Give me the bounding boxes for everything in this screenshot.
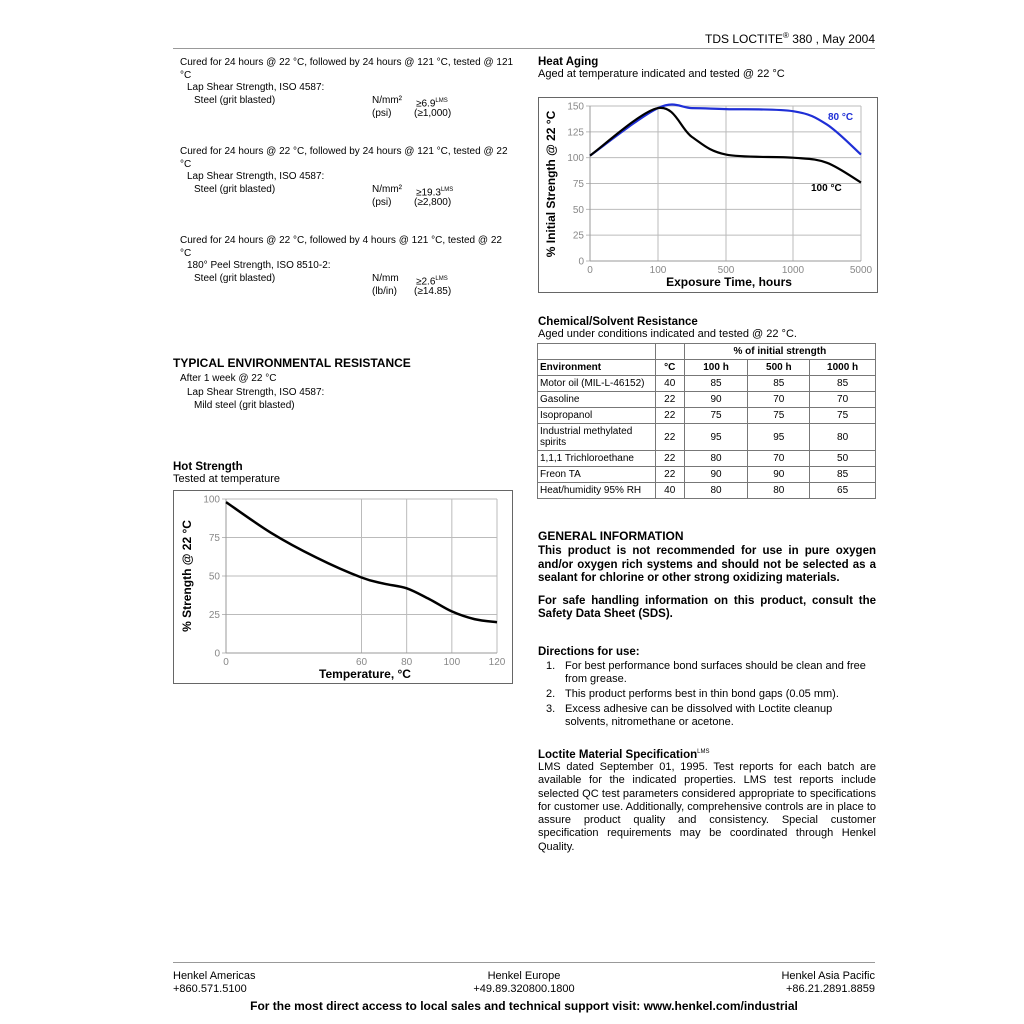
substrate: Steel (grit blasted) xyxy=(194,94,276,106)
env-line-1: After 1 week @ 22 °C xyxy=(180,373,277,384)
table-row xyxy=(538,483,876,499)
x-tick-label: 60 xyxy=(355,657,368,668)
value-cell: 90 xyxy=(748,467,810,483)
value-cell: 90 xyxy=(684,392,748,408)
x-tick-label: 5000 xyxy=(849,265,873,276)
col-header: °C xyxy=(655,360,684,376)
value-cell: 75 xyxy=(748,408,810,424)
footer-americas xyxy=(173,970,256,995)
table-row xyxy=(538,451,876,467)
directions-list xyxy=(538,660,876,729)
value-cell: 65 xyxy=(810,483,876,499)
list-item: 2. This product performs best in thin bond gaps (0.05 mm). xyxy=(546,688,839,700)
value-cell: 22 xyxy=(655,467,684,483)
environment-cell: Industrial methylated spirits xyxy=(538,424,656,451)
heat-aging-chart xyxy=(538,97,878,293)
heat-aging-heading xyxy=(538,56,785,80)
lms-title: Loctite Material Specification$^{LMS}$ xyxy=(538,749,710,761)
doc-title: TDS LOCTITE xyxy=(705,32,784,46)
directions-section xyxy=(538,646,876,731)
test-name: 180° Peel Strength, ISO 8510-2: xyxy=(187,260,331,271)
value-cell: 90 xyxy=(684,467,748,483)
footer-europe xyxy=(424,970,624,995)
x-tick-label: 100 xyxy=(443,657,461,668)
y-tick-label: 25 xyxy=(208,610,220,621)
property-block-3 xyxy=(180,235,515,299)
series-label-100c: 100 °C xyxy=(811,183,842,194)
list-item: 3. Excess adhesive can be dissolved with Loctite cleanup solvents, nitromethane or acetone. xyxy=(546,703,833,728)
value-cell: 40 xyxy=(655,483,684,499)
table-row xyxy=(538,424,876,451)
y-tick-label: 100 xyxy=(567,153,584,165)
x-tick-label: 0 xyxy=(587,265,593,276)
hot-strength-subtitle: Tested at temperature xyxy=(173,473,281,485)
hot-strength-heading xyxy=(173,461,280,485)
value-metric: $\ge 2.6^{LMS}$ xyxy=(416,275,448,287)
y-tick-label: 50 xyxy=(572,204,584,216)
page-header xyxy=(0,31,875,46)
y-tick-label: 75 xyxy=(208,533,220,544)
footer-divider xyxy=(173,962,875,963)
value-cell: 95 xyxy=(748,424,810,451)
test-name: Lap Shear Strength, ISO 4587: xyxy=(187,82,325,93)
value-cell: 85 xyxy=(810,467,876,483)
env-line-3: Mild steel (grit blasted) xyxy=(194,400,295,411)
col-header: 500 h xyxy=(748,360,810,376)
value-cell: 70 xyxy=(748,451,810,467)
section-title: TYPICAL ENVIRONMENTAL RESISTANCE xyxy=(173,356,411,370)
unit-imperial: (psi) xyxy=(372,107,392,119)
lms-mark: LMS xyxy=(435,97,448,104)
x-tick-label: 100 xyxy=(649,265,667,276)
heat-aging-subtitle: Aged at temperature indicated and tested @ 22 °C xyxy=(538,68,785,80)
y-axis-label: % Strength @ 22 °C xyxy=(180,520,194,632)
hot-strength-chart xyxy=(173,490,513,684)
value-cell: 75 xyxy=(810,408,876,424)
value-cell: 22 xyxy=(655,451,684,467)
y-tick-label: 100 xyxy=(203,494,220,506)
value-cell: 85 xyxy=(748,376,810,392)
x-tick-label: 0 xyxy=(223,657,229,668)
y-tick-label: 50 xyxy=(208,571,220,583)
x-tick-label: 1000 xyxy=(781,265,805,276)
empty-cell xyxy=(655,344,684,360)
unit-imperial: (lb/in) xyxy=(372,285,398,297)
value-cell: 80 xyxy=(684,483,748,499)
environment-cell: Heat/humidity 95% RH xyxy=(538,483,656,499)
unit-metric: N/mm² xyxy=(372,183,402,195)
region-name: Henkel Asia Pacific xyxy=(781,970,875,982)
chemical-subtitle: Aged under conditions indicated and tested @ 22 °C. xyxy=(538,328,797,340)
value-cell: 40 xyxy=(655,376,684,392)
value-imperial: (≥2,800) xyxy=(414,196,452,208)
value-cell: 85 xyxy=(684,376,748,392)
x-tick-label: 120 xyxy=(488,657,506,668)
y-tick-label: 75 xyxy=(572,179,584,190)
value-cell: 50 xyxy=(810,451,876,467)
lms-mark: LMS xyxy=(435,275,448,282)
unit-imperial: (psi) xyxy=(372,196,392,208)
property-block-1 xyxy=(180,57,515,121)
empty-cell xyxy=(538,344,656,360)
list-item: 1. For best performance bond surfaces should be clean and free from grease. xyxy=(546,660,866,685)
value-cell: 22 xyxy=(655,424,684,451)
directions-title: Directions for use: xyxy=(538,646,640,658)
value-cell: 22 xyxy=(655,392,684,408)
lms-text: LMS dated September 01, 1995. Test reports for each batch are available for the indicated properties. LMS test reports include selected QC test parameters considered appropriate to specifications for customer use. Additionally, comprehensive controls are in place to assure product quality and consistency. Special customer specification requirements may be coordinated through Henkel Quality. xyxy=(538,761,876,853)
region-name: Henkel Europe xyxy=(487,970,561,982)
chemical-title: Chemical/Solvent Resistance xyxy=(538,316,698,328)
value-cell: 75 xyxy=(684,408,748,424)
value-metric: $\ge 19.3^{LMS}$ xyxy=(416,186,454,198)
table-row xyxy=(538,408,876,424)
cure-condition: Cured for 24 hours @ 22 °C, followed by 24 hours @ 121 °C, tested @ 22 °C xyxy=(180,146,508,170)
safe-handling-note: For safe handling information on this product, consult the Safety Data Sheet (SDS). xyxy=(538,594,876,620)
region-phone: +86.21.2891.8859 xyxy=(785,982,875,995)
table-row xyxy=(538,467,876,483)
y-tick-label: 0 xyxy=(214,648,220,660)
series-label-80c: 80 °C xyxy=(828,112,854,123)
table-row xyxy=(538,392,876,408)
y-tick-label: 25 xyxy=(572,230,584,242)
y-tick-label: 150 xyxy=(567,101,584,113)
chemical-resistance-table xyxy=(537,343,876,499)
environment-cell: Freon TA xyxy=(538,467,656,483)
table-row xyxy=(538,376,876,392)
lms-section xyxy=(538,749,876,854)
registered-mark: ® xyxy=(783,31,789,40)
group-header: % of initial strength xyxy=(684,344,875,360)
col-header: Environment xyxy=(538,360,656,376)
value-cell: 70 xyxy=(810,392,876,408)
region-phone: +49.89.320800.1800 xyxy=(473,982,575,995)
value-cell: 80 xyxy=(684,451,748,467)
heat-aging-title: Heat Aging xyxy=(538,56,599,68)
lms-mark: LMS xyxy=(440,186,454,193)
region-phone: +860.571.5100 xyxy=(173,982,247,995)
environment-cell: Gasoline xyxy=(538,392,656,408)
value-cell: 70 xyxy=(748,392,810,408)
cure-condition: Cured for 24 hours @ 22 °C, followed by 4 hours @ 121 °C, tested @ 22 °C xyxy=(180,235,502,259)
y-tick-label: 125 xyxy=(567,127,584,139)
value-imperial: (≥14.85) xyxy=(414,285,452,297)
region-name: Henkel Americas xyxy=(173,970,256,982)
env-line-2: Lap Shear Strength, ISO 4587: xyxy=(187,386,325,398)
support-link-line: For the most direct access to local sales and technical support visit: www.henkel.com/industrial xyxy=(250,999,798,1013)
value-cell: 22 xyxy=(655,408,684,424)
cure-condition: Cured for 24 hours @ 22 °C, followed by 24 hours @ 121 °C, tested @ 121 °C xyxy=(180,57,514,81)
value-cell: 95 xyxy=(684,424,748,451)
substrate: Steel (grit blasted) xyxy=(194,183,276,195)
value-cell: 80 xyxy=(748,483,810,499)
footer-asia xyxy=(675,970,875,995)
value-cell: 80 xyxy=(810,424,876,451)
environment-cell: Isopropanol xyxy=(538,408,656,424)
col-header: 100 h xyxy=(684,360,748,376)
general-information-section xyxy=(538,529,876,622)
environment-cell: Motor oil (MIL-L-46152) xyxy=(538,376,656,392)
lms-mark: LMS xyxy=(697,749,710,756)
x-axis-label: Exposure Time, hours xyxy=(666,275,792,289)
environmental-resistance-section xyxy=(173,356,518,413)
substrate: Steel (grit blasted) xyxy=(194,272,276,284)
oxygen-warning: This product is not recommended for use in pure oxygen and/or oxygen rich systems and should not be selected as a sealant for chlorine or other strong oxidizing materials. xyxy=(538,545,876,584)
x-axis-label: Temperature, °C xyxy=(319,667,411,681)
value-cell: 85 xyxy=(810,376,876,392)
header-divider xyxy=(173,48,875,49)
table-header-row xyxy=(538,360,876,376)
table-group-header-row xyxy=(538,344,876,360)
x-tick-label: 500 xyxy=(717,265,735,276)
hot-strength-title: Hot Strength xyxy=(173,461,243,473)
value-imperial: (≥1,000) xyxy=(414,107,452,119)
chemical-resistance-heading xyxy=(538,316,797,340)
environment-cell: 1,1,1 Trichloroethane xyxy=(538,451,656,467)
test-name: Lap Shear Strength, ISO 4587: xyxy=(187,171,325,182)
y-tick-label: 0 xyxy=(578,256,584,268)
value-metric: $\ge 6.9^{LMS}$ xyxy=(416,97,448,109)
unit-metric: N/mm² xyxy=(372,94,402,106)
unit-metric: N/mm xyxy=(372,272,399,284)
col-header: 1000 h xyxy=(810,360,876,376)
doc-date: 380 , May 2004 xyxy=(788,32,875,46)
section-title: GENERAL INFORMATION xyxy=(538,529,684,543)
property-block-2 xyxy=(180,146,515,210)
x-tick-label: 80 xyxy=(401,657,413,668)
y-axis-label: % Initial Strength @ 22 °C xyxy=(544,110,558,258)
